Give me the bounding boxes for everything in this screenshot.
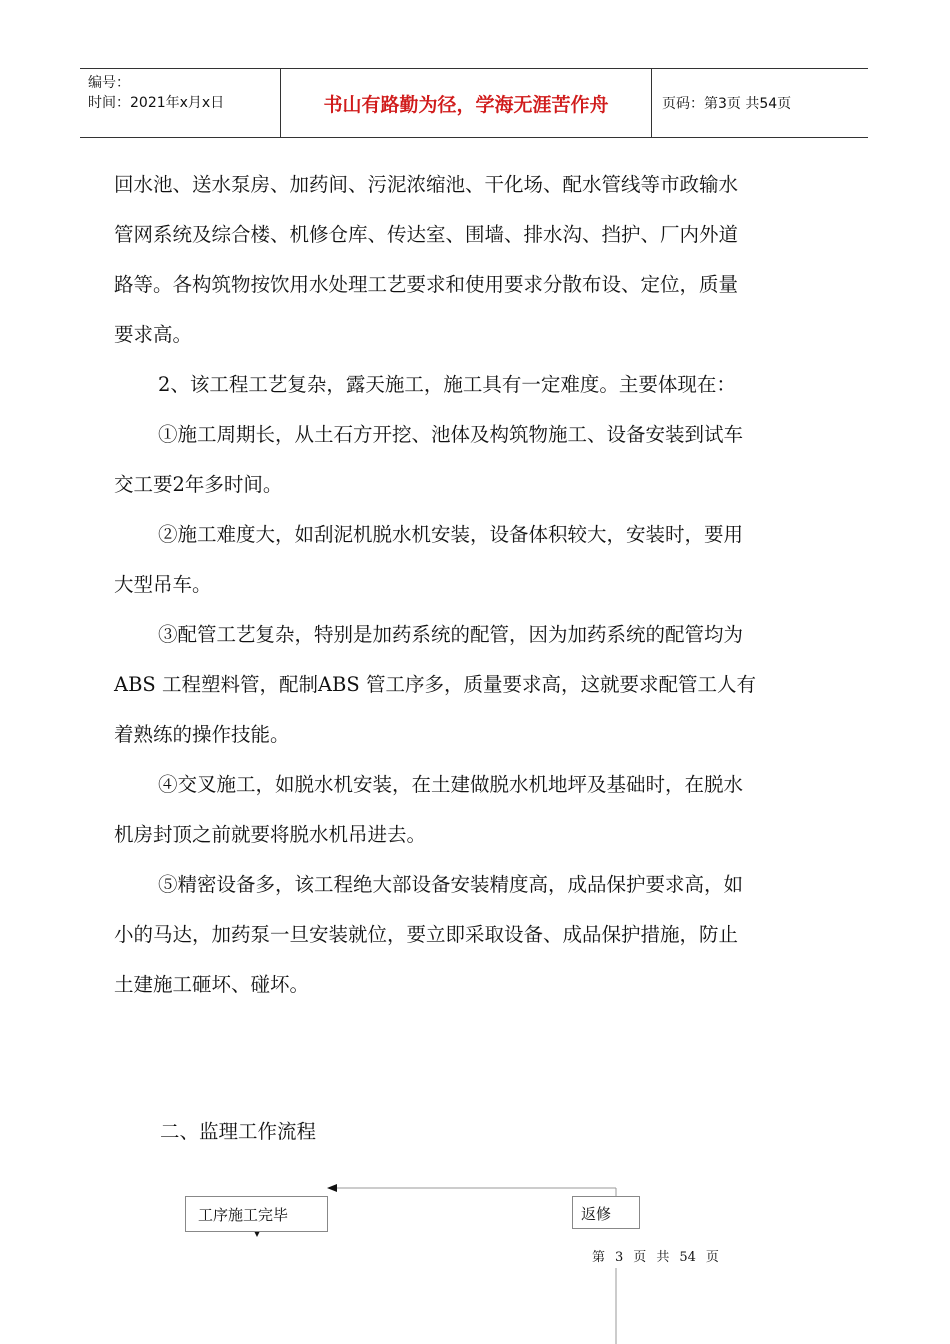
- body-line: 机房封顶之前就要将脱水机吊进去。: [114, 823, 427, 846]
- body-line: 管网系统及综合楼、机修仓库、传达室、围墙、排水沟、挡护、厂内外道: [114, 223, 739, 246]
- body-line: 大型吊车。: [114, 573, 212, 596]
- body-line: ③配管工艺复杂，特别是加药系统的配管，因为加药系统的配管均为: [158, 623, 744, 646]
- body-line: ⑤精密设备多，该工程绝大部设备安装精度高，成品保护要求高，如: [158, 873, 744, 896]
- body-text: [114, 160, 834, 1010]
- body-line: ②施工难度大，如刮泥机脱水机安装，设备体积较大，安装时，要用: [158, 523, 744, 546]
- header-meta: [80, 69, 280, 137]
- body-line: 要求高。: [114, 323, 193, 346]
- arrow-left-icon: [327, 1184, 337, 1192]
- header-motto: 书山有路勤为径，学海无涯苦作舟: [280, 69, 652, 137]
- header-table: [80, 68, 868, 138]
- flow-box-finish: 工序施工完毕: [185, 1196, 328, 1232]
- body-line: 着熟练的操作技能。: [114, 723, 290, 746]
- section-title: 二、监理工作流程: [160, 1120, 317, 1143]
- footer-ye: 页: [633, 1250, 647, 1265]
- date-label: 时间：2021年x月x日: [88, 95, 225, 111]
- body-line: 2、该工程工艺复杂，露天施工，施工具有一定难度。主要体现在：: [158, 373, 736, 396]
- footer-gong: 共: [656, 1250, 670, 1265]
- header-page-info: 页码：第3页 共54页: [662, 96, 792, 112]
- body-line: 回水池、送水泵房、加药间、污泥浓缩池、干化场、配水管线等市政输水: [114, 173, 739, 196]
- body-line: 小的马达，加药泵一旦安装就位，要立即采取设备、成品保护措施，防止: [114, 923, 739, 946]
- footer-total: 54: [679, 1250, 696, 1265]
- page-footer: [592, 1246, 729, 1265]
- flow-box-repair: 返修: [572, 1196, 640, 1229]
- body-line: 交工要2年多时间。: [114, 473, 283, 496]
- body-line: ④交叉施工，如脱水机安装，在土建做脱水机地坪及基础时，在脱水: [158, 773, 744, 796]
- body-line: 土建施工砸坏、碰坏。: [114, 973, 310, 996]
- footer-page-number: 3: [615, 1250, 624, 1265]
- body-line: 路等。各构筑物按饮用水处理工艺要求和使用要求分散布设、定位，质量: [114, 273, 739, 296]
- body-line: ABS 工程塑料管，配制ABS 管工序多，质量要求高，这就要求配管工人有: [114, 673, 756, 696]
- footer-ye2: 页: [705, 1250, 719, 1265]
- footer-di: 第: [592, 1250, 606, 1265]
- body-line: ①施工周期长，从土石方开挖、池体及构筑物施工、设备安装到试车: [158, 423, 744, 446]
- code-label: 编号：: [88, 75, 130, 91]
